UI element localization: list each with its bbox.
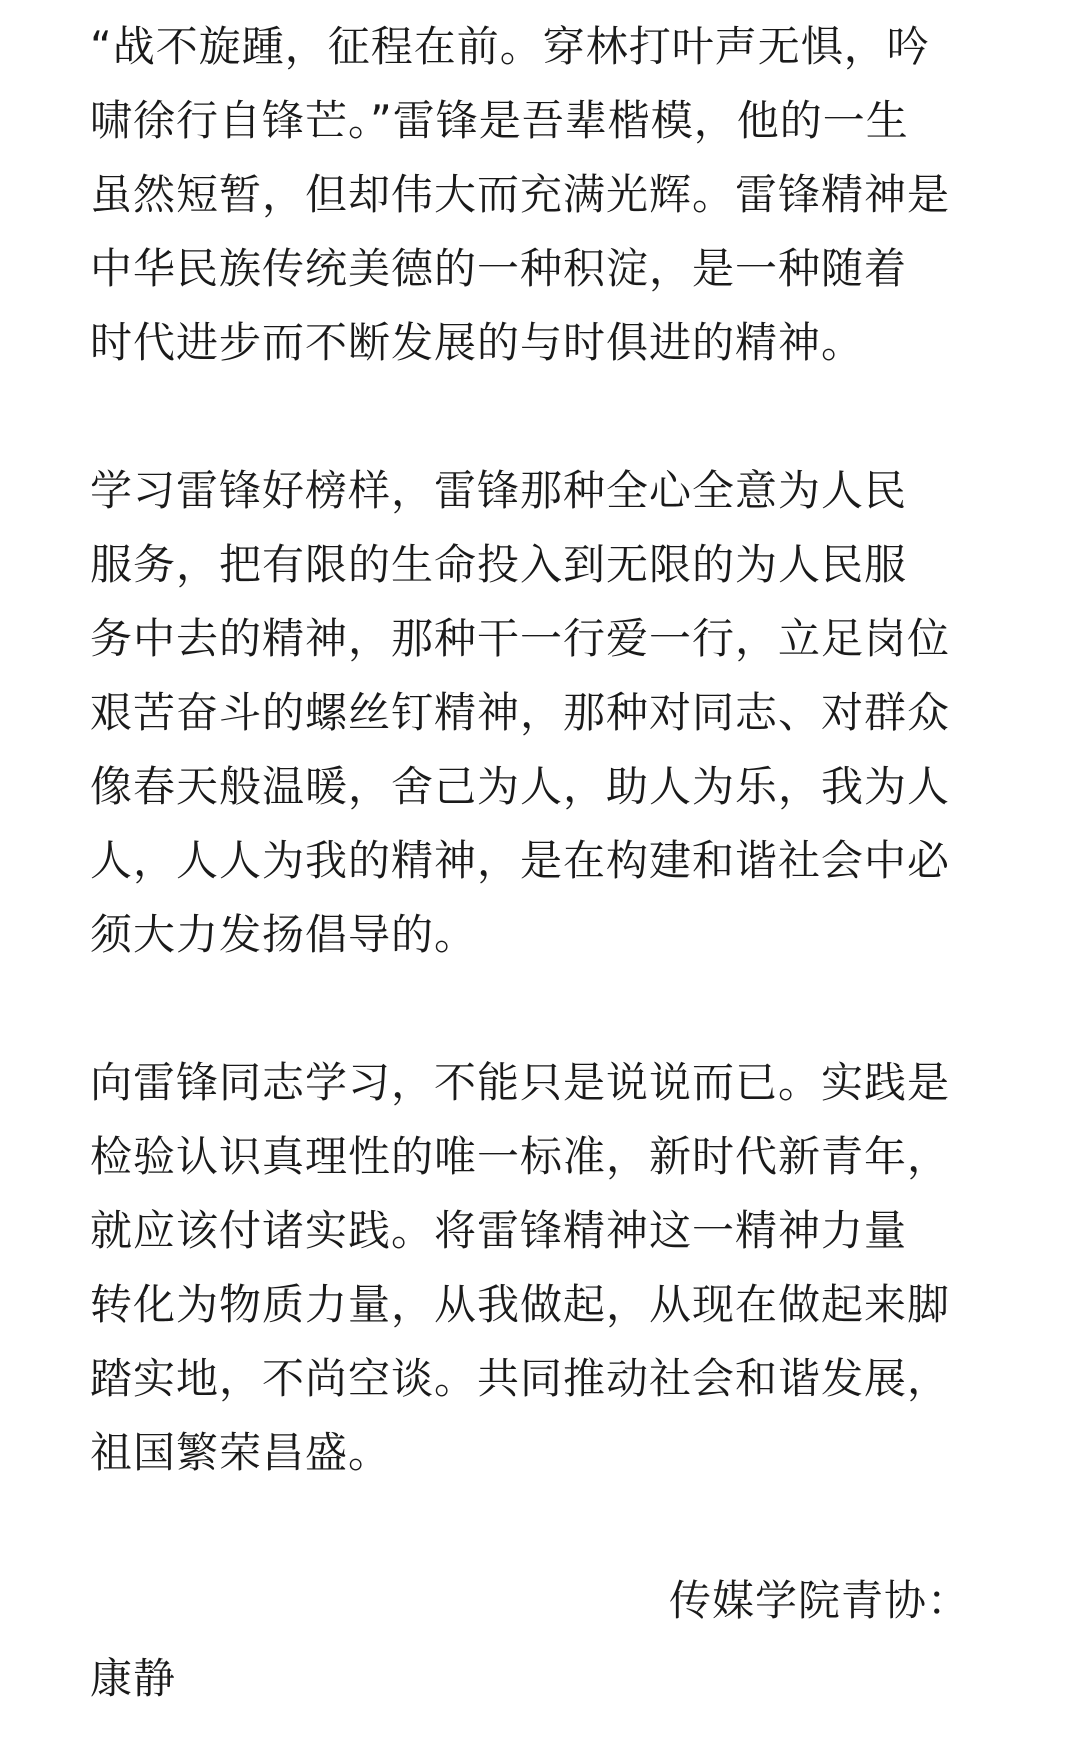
paragraph-line: 学习雷锋好榜样，雷锋那种全心全意为人民 (90, 466, 908, 515)
paragraph-line: 转化为物质力量，从我做起，从现在做起来脚 (90, 1280, 951, 1329)
paragraph-spacer (90, 972, 1000, 1046)
paragraph-line: 服务，把有限的生命投入到无限的为人民服 (90, 540, 908, 589)
paragraph-spacer (90, 1490, 1000, 1564)
paragraph-line: 人，人人为我的精神，是在构建和谐社会中必 (90, 836, 951, 885)
paragraph-line: 向雷锋同志学习，不能只是说说而已。实践是 (90, 1058, 951, 1107)
article-body (90, 10, 1000, 1716)
paragraph-line: 时代进步而不断发展的与时俱进的精神。 (90, 318, 865, 367)
paragraph-1 (90, 10, 1000, 380)
paragraph-line: 艰苦奋斗的螺丝钉精神，那种对同志、对群众 (90, 688, 951, 737)
paragraph-2 (90, 454, 1000, 972)
signature-author: 康静 (90, 1654, 177, 1703)
paragraph-line: 须大力发扬倡导的。 (90, 910, 478, 959)
paragraph-line: 祖国繁荣昌盛。 (90, 1428, 392, 1477)
paragraph-line: 像春天般温暖，舍己为人，助人为乐，我为人 (90, 762, 951, 811)
paragraph-line: 中华民族传统美德的一种积淀，是一种随着 (90, 244, 908, 293)
paragraph-line: 虽然短暂，但却伟大而充满光辉。雷锋精神是 (90, 170, 951, 219)
paragraph-line: 检验认识真理性的唯一标准，新时代新青年， (90, 1132, 951, 1181)
paragraph-3 (90, 1046, 1000, 1490)
paragraph-line: 就应该付诸实践。将雷锋精神这一精神力量 (90, 1206, 908, 1255)
paragraph-line: 务中去的精神，那种干一行爱一行，立足岗位 (90, 614, 951, 663)
paragraph-line: 啸徐行自锋芒。”雷锋是吾辈楷模，他的一生 (90, 96, 909, 145)
signature-organization: 传媒学院青协： (668, 1576, 970, 1625)
paragraph-spacer (90, 380, 1000, 454)
paragraph-line: 踏实地，不尚空谈。共同推动社会和谐发展， (90, 1354, 951, 1403)
paragraph-line: “战不旋踵，征程在前。穿林打叶声无惧，吟 (90, 22, 930, 71)
